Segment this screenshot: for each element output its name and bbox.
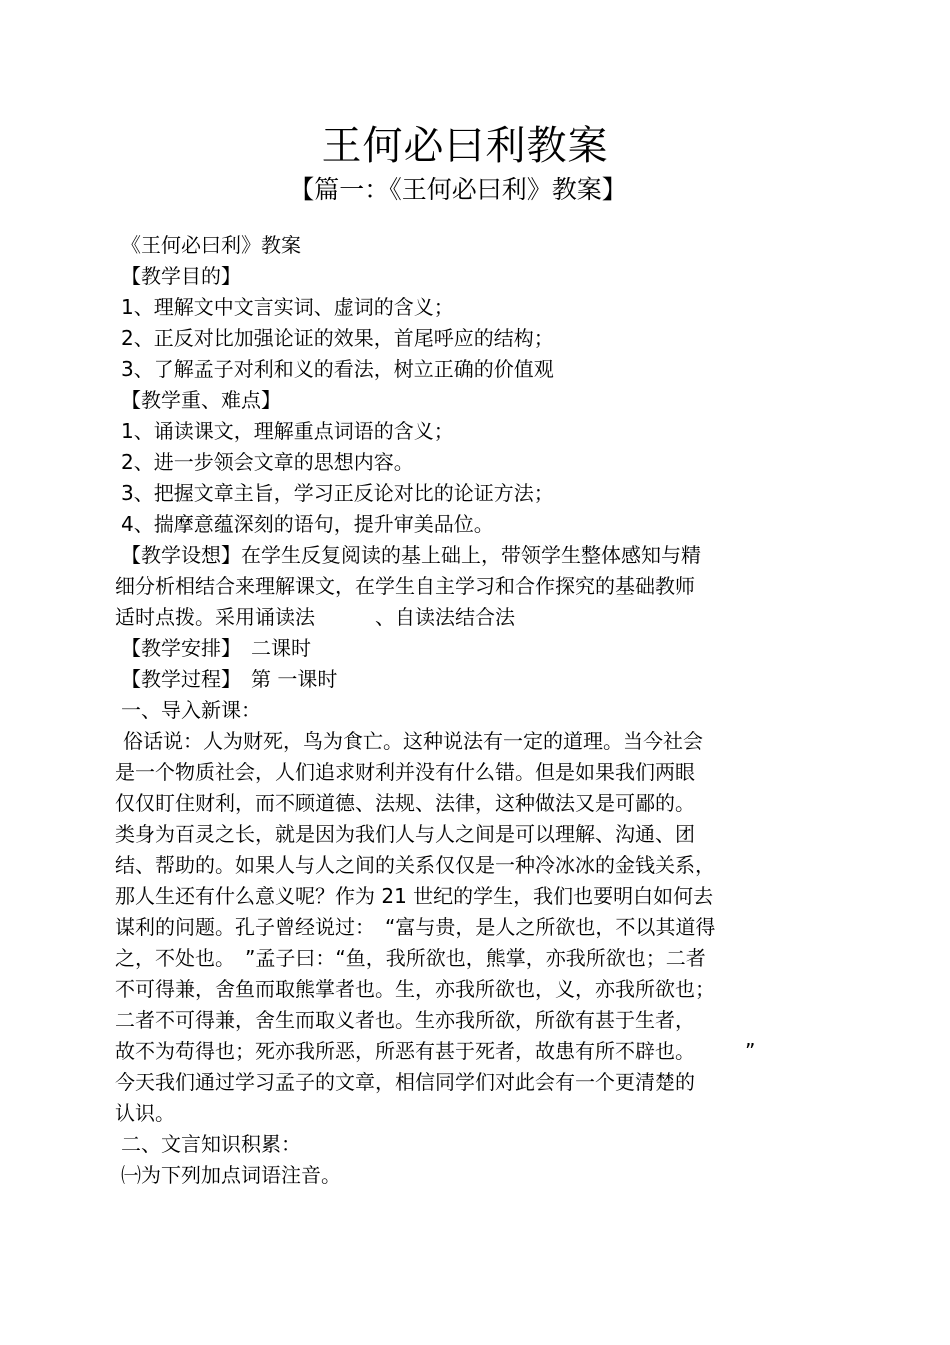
body-line: 适时点拨。采用诵读法 、自读法结合法 [115, 605, 515, 629]
body-line: 故不为苟得也；死亦我所恶，所恶有甚于死者，故患有所不辟也。 ” [115, 1039, 756, 1063]
body-line: 认识。 [115, 1101, 175, 1125]
document-body [115, 230, 835, 1191]
body-line: 细分析相结合来理解课文，在学生自主学习和合作探究的基础教师 [115, 574, 695, 598]
body-line: 是一个物质社会，人们追求财利并没有什么错。但是如果我们两眼 [115, 760, 695, 784]
body-line: 二、文言知识积累： [121, 1132, 301, 1156]
body-line: 【教学安排】 二课时 [121, 636, 311, 660]
body-line: 4、揣摩意蕴深刻的语句，提升审美品位。 [121, 512, 494, 536]
body-line: 【教学重、难点】 [121, 388, 281, 412]
body-line: 1、诵读课文，理解重点词语的含义； [121, 419, 454, 443]
body-line: 结、帮助的。如果人与人之间的关系仅仅是一种冷冰冰的金钱关系， [115, 853, 715, 877]
body-line: 那人生还有什么意义呢？作为 21 世纪的学生，我们也要明白如何去 [115, 884, 714, 908]
body-line: 俗话说：人为财死，鸟为食亡。这种说法有一定的道理。当今社会 [123, 729, 703, 753]
body-line: 【教学设想】在学生反复阅读的基上础上，带领学生整体感知与精 [121, 543, 701, 567]
document-subtitle: 【篇一：《王何必曰利》教案】 [289, 175, 627, 204]
body-line: 一、导入新课： [121, 698, 261, 722]
body-line: 【教学过程】 第 一课时 [121, 667, 338, 691]
body-line: 不可得兼，舍鱼而取熊掌者也。生，亦我所欲也，义，亦我所欲也； [115, 977, 715, 1001]
body-line: 3、把握文章主旨，学习正反论对比的论证方法； [121, 481, 554, 505]
body-line: 谋利的问题。孔子曾经说过： “富与贵，是人之所欲也，不以其道得 [115, 915, 716, 939]
body-line: 《王何必曰利》教案 [121, 233, 301, 257]
document-title: 王何必曰利教案 [321, 123, 609, 169]
body-line: 3、了解孟子对利和义的看法，树立正确的价值观 [121, 357, 554, 381]
body-line: 类身为百灵之长，就是因为我们人与人之间是可以理解、沟通、团 [115, 822, 695, 846]
body-line: 【教学目的】 [121, 264, 241, 288]
body-line: 1、理解文中文言实词、虚词的含义； [121, 295, 454, 319]
body-line: ㈠为下列加点词语注音。 [121, 1163, 341, 1187]
body-line: 仅仅盯住财利，而不顾道德、法规、法律，这种做法又是可鄙的。 [115, 791, 695, 815]
body-line: 二者不可得兼，舍生而取义者也。生亦我所欲，所欲有甚于生者， [115, 1008, 695, 1032]
body-line: 之，不处也。 ”孟子曰：“鱼，我所欲也，熊掌，亦我所欲也；二者 [115, 946, 706, 970]
body-line: 今天我们通过学习孟子的文章，相信同学们对此会有一个更清楚的 [115, 1070, 695, 1094]
body-line: 2、进一步领会文章的思想内容。 [121, 450, 414, 474]
body-line: 2、正反对比加强论证的效果，首尾呼应的结构； [121, 326, 554, 350]
